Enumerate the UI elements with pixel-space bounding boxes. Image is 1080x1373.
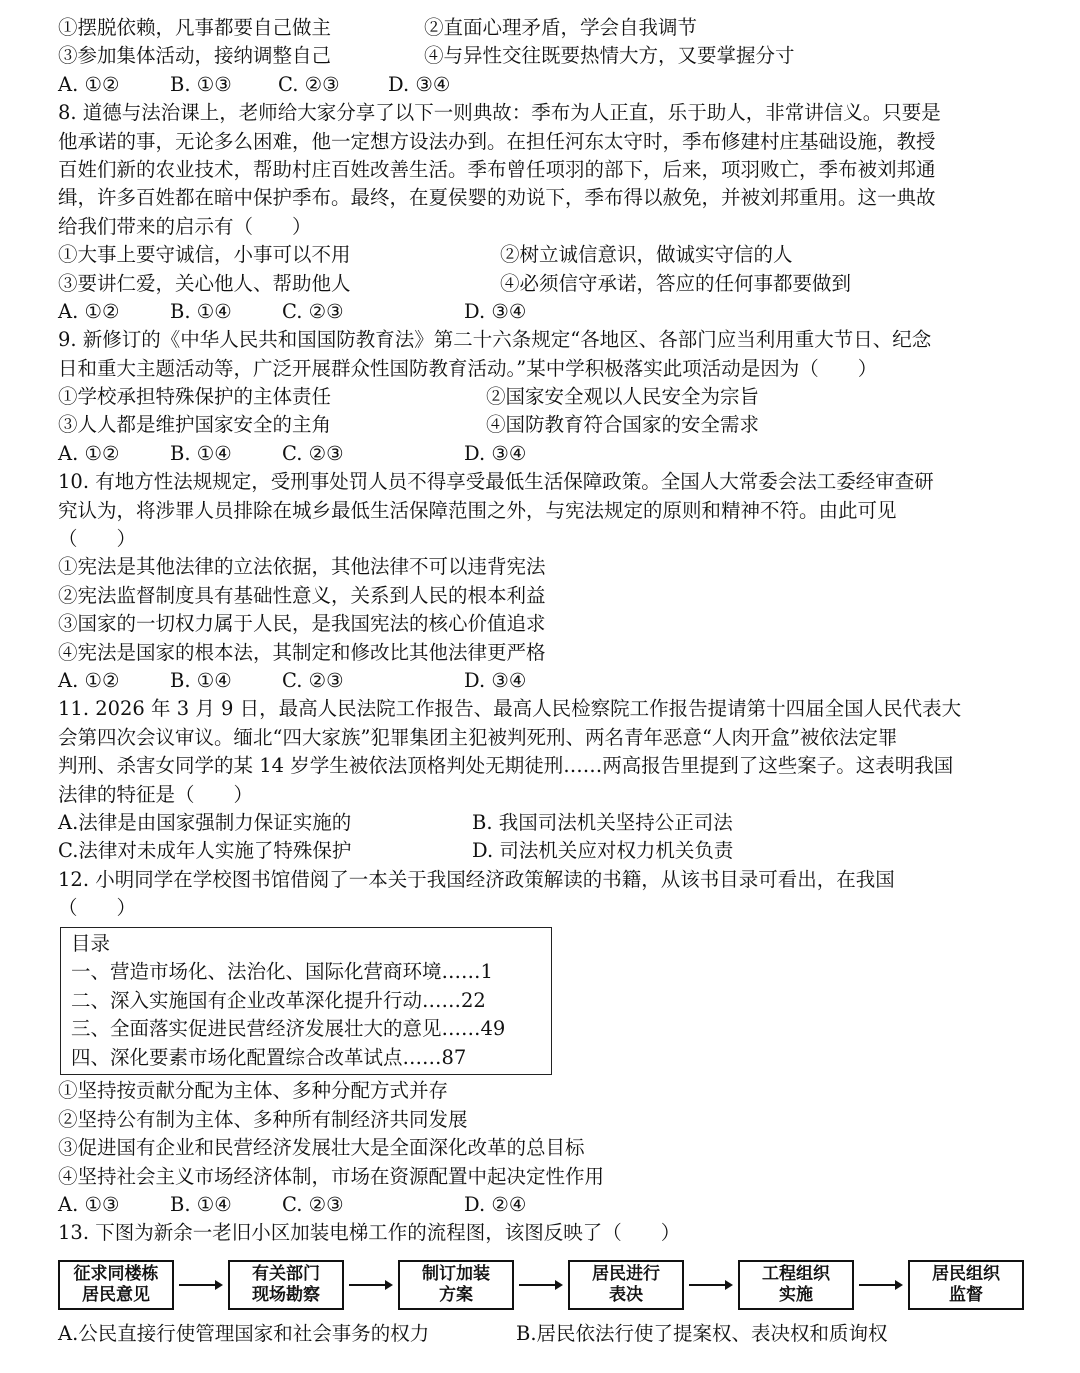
q10-stem-line: 究认为，将涉罪人员排除在城乡最低生活保障范围之外，与宪法规定的原则和精神不符。由此可见 bbox=[58, 498, 897, 522]
q12-stem-line: （ ） bbox=[58, 896, 137, 920]
q8-stem-line: 8. 道德与法治课上，老师给大家分享了以下一则典故：季布为人正直，乐于助人，非常讲信义。只要是 bbox=[58, 101, 941, 125]
q12-option-1: ①坚持按贡献分配为主体、多种分配方式并存 bbox=[58, 1079, 449, 1103]
q9-answer-b: B. ①④ bbox=[170, 441, 232, 465]
q7-answers bbox=[58, 71, 1032, 99]
q8-answer-a: A. ①② bbox=[58, 299, 120, 323]
q11-options-row-1 bbox=[58, 809, 1032, 837]
q7-option-3: ③参加集体活动，接纳调整自己 bbox=[58, 44, 332, 68]
flow-step-text: 居民组织 bbox=[932, 1263, 1000, 1284]
q8-answer-b: B. ①④ bbox=[170, 299, 232, 323]
table-of-contents-box bbox=[60, 927, 552, 1076]
toc-entry: 四、深化要素市场化配置综合改革试点……87 bbox=[71, 1045, 467, 1069]
q9-options-row-2 bbox=[58, 411, 1032, 439]
q8-option-4: ④必须信守承诺，答应的任何事都要做到 bbox=[500, 271, 852, 295]
q12-option-4: ④坚持社会主义市场经济体制，市场在资源配置中起决定性作用 bbox=[58, 1164, 605, 1188]
q8-stem-line: 缉，许多百姓都在暗中保护季布。最终，在夏侯婴的劝说下，季布得以赦免，并被刘邦重用。这一典故 bbox=[58, 186, 936, 210]
q8-options-row-1 bbox=[58, 241, 1032, 269]
q11-options-row-2 bbox=[58, 837, 1032, 865]
q9-stem-line: 9. 新修订的《中华人民共和国国防教育法》第二十六条规定“各地区、各部门应当利用重大节日、纪念 bbox=[58, 328, 932, 352]
q12-answer-a: A. ①③ bbox=[58, 1193, 120, 1217]
flow-step-text: 表决 bbox=[609, 1284, 643, 1305]
q9-answers bbox=[58, 440, 1032, 468]
q9-answer-d: D. ③④ bbox=[464, 441, 527, 465]
q7-option-1: ①摆脱依赖，凡事都要自己做主 bbox=[58, 16, 332, 39]
flow-step-text: 制订加装 bbox=[422, 1263, 490, 1284]
q8-stem-line: 百姓们新的农业技术，帮助村庄百姓改善生活。季布曾任项羽的部下，后来，项羽败亡，季布被刘邦通 bbox=[58, 157, 936, 181]
q11-stem-line: 会第四次会议审议。缅北“四大家族”犯罪集团主犯被判死刑、两名青年恶意“人肉开盒”被依法定罪 bbox=[58, 725, 898, 749]
q7-answer-a: A. ①② bbox=[58, 72, 120, 96]
q10-option-2: ②宪法监督制度具有基础性意义，关系到人民的根本利益 bbox=[58, 583, 546, 607]
q10-option-3: ③国家的一切权力属于人民，是我国宪法的核心价值追求 bbox=[58, 612, 546, 636]
q12-option-3: ③促进国有企业和民营经济发展壮大是全面深化改革的总目标 bbox=[58, 1136, 585, 1160]
q11-option-d: D. 司法机关应对权力机关负责 bbox=[472, 839, 734, 863]
q7-options-row-2 bbox=[58, 42, 1032, 70]
arrow-right-icon bbox=[684, 1279, 738, 1291]
q9-answer-c: C. ②③ bbox=[282, 441, 344, 465]
q12-answer-d: D. ②④ bbox=[464, 1193, 527, 1217]
q12-stem-line: 12. 小明同学在学校图书馆借阅了一本关于我国经济政策解读的书籍，从该书目录可看出，在我国 bbox=[58, 867, 895, 891]
q10-answer-c: C. ②③ bbox=[282, 668, 344, 692]
arrow-right-icon bbox=[344, 1279, 398, 1291]
flow-step-text: 征求同楼栋 bbox=[73, 1263, 159, 1284]
q13-stem-line: 13. 下图为新余一老旧小区加装电梯工作的流程图，该图反映了（ ） bbox=[58, 1221, 681, 1245]
q8-option-1: ①大事上要守诚信，小事可以不用 bbox=[58, 243, 351, 267]
flow-step-text: 有关部门 bbox=[252, 1263, 320, 1284]
flow-step-text: 实施 bbox=[779, 1284, 813, 1305]
q10-answer-a: A. ①② bbox=[58, 668, 120, 692]
q11-stem-line: 法律的特征是（ ） bbox=[58, 782, 254, 806]
flow-step-text: 工程组织 bbox=[762, 1263, 830, 1284]
q7-option-2: ②直面心理矛盾，学会自我调节 bbox=[424, 16, 698, 39]
flow-step-6 bbox=[908, 1260, 1024, 1310]
q9-option-4: ④国防教育符合国家的安全需求 bbox=[486, 413, 760, 437]
flow-step-text: 现场勘察 bbox=[252, 1284, 320, 1305]
flow-step-text: 居民意见 bbox=[82, 1284, 150, 1305]
q10-answer-d: D. ③④ bbox=[464, 668, 527, 692]
flow-step-text: 方案 bbox=[439, 1284, 473, 1305]
flow-step-5 bbox=[738, 1260, 854, 1310]
q8-answer-c: C. ②③ bbox=[282, 299, 344, 323]
flow-step-text: 监督 bbox=[949, 1284, 983, 1305]
q12-answer-b: B. ①④ bbox=[170, 1193, 232, 1217]
q11-option-b: B. 我国司法机关坚持公正司法 bbox=[472, 810, 733, 834]
arrow-right-icon bbox=[514, 1279, 568, 1291]
q9-answer-a: A. ①② bbox=[58, 441, 120, 465]
q11-option-c: C.法律对未成年人实施了特殊保护 bbox=[58, 839, 352, 863]
q7-answer-d: D. ③④ bbox=[388, 72, 451, 96]
q10-answers bbox=[58, 667, 1032, 695]
toc-entry: 二、深入实施国有企业改革深化提升行动……22 bbox=[71, 988, 486, 1012]
flow-step-3 bbox=[398, 1260, 514, 1310]
flow-step-1 bbox=[58, 1260, 174, 1310]
q13-option-b: B.居民依法行使了提案权、表决权和质询权 bbox=[516, 1321, 888, 1345]
q12-answer-c: C. ②③ bbox=[282, 1193, 344, 1217]
q10-answer-b: B. ①④ bbox=[170, 668, 232, 692]
q12-option-2: ②坚持公有制为主体、多种所有制经济共同发展 bbox=[58, 1107, 468, 1131]
q9-option-2: ②国家安全观以人民安全为宗旨 bbox=[486, 385, 760, 409]
flow-step-4 bbox=[568, 1260, 684, 1310]
flow-step-2 bbox=[228, 1260, 344, 1310]
q9-options-row-1 bbox=[58, 383, 1032, 411]
q8-options-row-2 bbox=[58, 270, 1032, 298]
flow-step-text: 居民进行 bbox=[592, 1263, 660, 1284]
q7-options-row-1 bbox=[58, 14, 1032, 42]
q7-option-4: ④与异性交往既要热情大方，又要掌握分寸 bbox=[424, 44, 795, 68]
q10-stem-line: （ ） bbox=[58, 527, 137, 551]
q8-stem-line: 他承诺的事，无论多么困难，他一定想方设法办到。在担任河东太守时，季布修建村庄基础设施，教授 bbox=[58, 129, 936, 153]
elevator-flowchart bbox=[58, 1256, 1032, 1314]
q10-option-4: ④宪法是国家的根本法，其制定和修改比其他法律更严格 bbox=[58, 640, 546, 664]
q7-answer-c: C. ②③ bbox=[278, 72, 340, 96]
q11-stem-line: 判刑、杀害女同学的某 14 岁学生被依法顶格判处无期徒刑……两高报告里提到了这些案子。这表明我国 bbox=[58, 754, 954, 778]
toc-entry: 一、营造市场化、法治化、国际化营商环境……1 bbox=[71, 960, 493, 984]
toc-title: 目录 bbox=[71, 931, 111, 955]
q13-option-a: A.公民直接行使管理国家和社会事务的权力 bbox=[58, 1321, 430, 1345]
q8-answer-d: D. ③④ bbox=[464, 299, 527, 323]
q9-option-3: ③人人都是维护国家安全的主角 bbox=[58, 413, 332, 437]
q8-stem-line: 给我们带来的启示有（ ） bbox=[58, 214, 312, 238]
q8-answers bbox=[58, 298, 1032, 326]
arrow-right-icon bbox=[174, 1279, 228, 1291]
q11-stem-line: 11. 2026 年 3 月 9 日，最高人民法院工作报告、最高人民检察院工作报告提请第十四届全国人民代表大 bbox=[58, 697, 962, 721]
q7-answer-b: B. ①③ bbox=[170, 72, 232, 96]
q9-option-1: ①学校承担特殊保护的主体责任 bbox=[58, 385, 332, 409]
q8-option-2: ②树立诚信意识，做诚实守信的人 bbox=[500, 243, 793, 267]
q11-option-a: A.法律是由国家强制力保证实施的 bbox=[58, 810, 352, 834]
q13-options-row bbox=[58, 1320, 1032, 1348]
q9-stem-line: 日和重大主题活动等，广泛开展群众性国防教育活动。”某中学积极落实此项活动是因为（ ） bbox=[58, 356, 878, 380]
q10-option-1: ①宪法是其他法律的立法依据，其他法律不可以违背宪法 bbox=[58, 555, 546, 579]
toc-entry: 三、全面落实促进民营经济发展壮大的意见……49 bbox=[71, 1017, 506, 1041]
arrow-right-icon bbox=[854, 1279, 908, 1291]
q12-answers bbox=[58, 1191, 1032, 1219]
q8-option-3: ③要讲仁爱，关心他人、帮助他人 bbox=[58, 271, 351, 295]
q10-stem-line: 10. 有地方性法规规定，受刑事处罚人员不得享受最低生活保障政策。全国人大常委会法工委经审查研 bbox=[58, 470, 934, 494]
